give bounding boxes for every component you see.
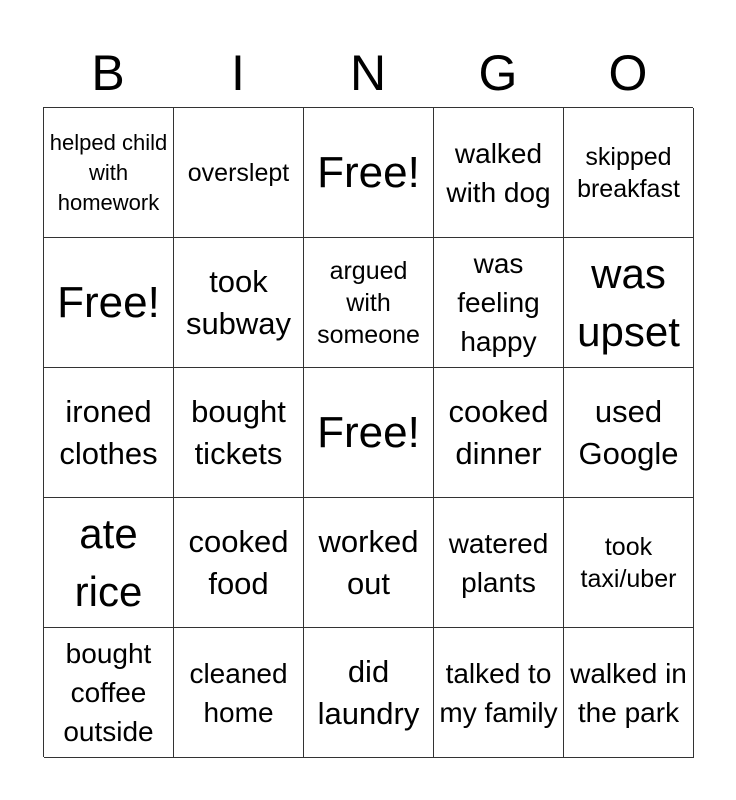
header-letter-b: B	[91, 45, 125, 101]
bingo-cell[interactable]	[434, 628, 564, 758]
bingo-cell-free[interactable]	[304, 368, 434, 498]
cell-text: Free!	[57, 277, 160, 327]
cell-text: Free!	[317, 407, 420, 457]
cell-text: ironed clothes	[59, 393, 158, 471]
cell-text: ate rice	[74, 509, 143, 615]
bingo-board	[43, 107, 693, 757]
bingo-cell[interactable]	[564, 628, 694, 758]
cell-text: did laundry	[317, 653, 420, 731]
cell-text: was feeling happy	[457, 248, 540, 357]
bingo-cell[interactable]	[434, 108, 564, 238]
cell-text: bought tickets	[191, 393, 286, 471]
header-letter-n: N	[349, 45, 387, 101]
cell-text: argued with someone	[317, 256, 420, 349]
bingo-header	[43, 38, 693, 108]
cell-text: walked with dog	[446, 137, 551, 208]
bingo-cell[interactable]	[564, 498, 694, 628]
bingo-cell[interactable]	[44, 628, 174, 758]
cell-text: worked out	[318, 523, 419, 601]
bingo-cell[interactable]	[174, 498, 304, 628]
cell-text: skipped breakfast	[577, 142, 680, 203]
cell-text: watered plants	[448, 527, 549, 598]
cell-text: bought coffee outside	[63, 638, 154, 747]
cell-text: used Google	[578, 393, 679, 471]
header-letter-o: O	[608, 45, 648, 101]
header-letter-g: G	[478, 45, 518, 101]
bingo-cell[interactable]	[174, 628, 304, 758]
cell-text: cleaned home	[189, 657, 288, 728]
cell-text: helped child with homework	[49, 129, 168, 215]
cell-text: took subway	[185, 263, 292, 341]
bingo-cell-free[interactable]	[304, 108, 434, 238]
cell-text: cooked dinner	[448, 393, 549, 471]
bingo-cell[interactable]	[174, 238, 304, 368]
bingo-cell[interactable]	[304, 498, 434, 628]
bingo-cell[interactable]	[174, 108, 304, 238]
bingo-cell[interactable]	[564, 368, 694, 498]
bingo-cell[interactable]	[44, 108, 174, 238]
cell-text: talked to my family	[439, 657, 558, 728]
bingo-cell-free[interactable]	[44, 238, 174, 368]
bingo-cell[interactable]	[44, 368, 174, 498]
header-letter-i: I	[231, 45, 245, 101]
bingo-cell[interactable]	[434, 368, 564, 498]
bingo-cell[interactable]	[564, 108, 694, 238]
cell-text: overslept	[187, 158, 290, 187]
bingo-cell[interactable]	[434, 498, 564, 628]
cell-text: walked in the park	[570, 657, 687, 728]
bingo-cell[interactable]	[304, 628, 434, 758]
bingo-cell[interactable]	[564, 238, 694, 368]
bingo-cell[interactable]	[304, 238, 434, 368]
bingo-cell[interactable]	[434, 238, 564, 368]
cell-text: took taxi/uber	[580, 532, 677, 593]
bingo-cell[interactable]	[174, 368, 304, 498]
cell-text: was upset	[577, 249, 680, 355]
cell-text: Free!	[317, 147, 420, 197]
cell-text: cooked food	[188, 523, 289, 601]
bingo-cell[interactable]	[44, 498, 174, 628]
